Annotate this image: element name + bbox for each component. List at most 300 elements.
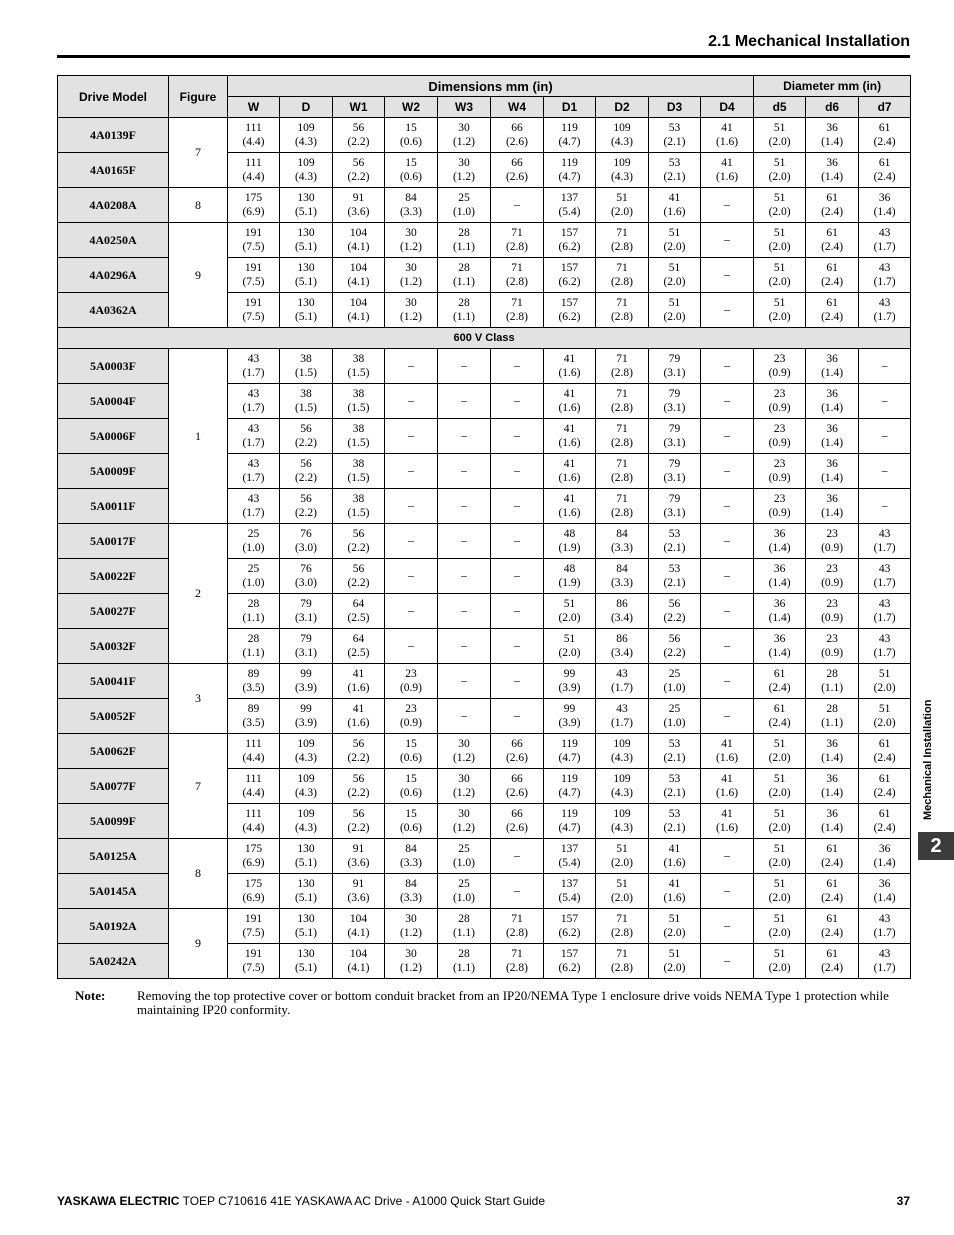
value-in: (3.1) xyxy=(663,472,686,484)
value-mm: 28 xyxy=(458,913,470,925)
value-mm: 38 xyxy=(352,423,365,435)
value-mm: – xyxy=(724,199,730,211)
value-in: (5.1) xyxy=(294,962,318,974)
page-number: 37 xyxy=(896,1194,910,1208)
value-mm: 28 xyxy=(458,262,470,274)
value-in: (5.1) xyxy=(294,206,318,218)
value-mm: – xyxy=(724,269,730,281)
dimension-cell xyxy=(649,594,701,629)
value-mm: 36 xyxy=(773,598,786,610)
value-in: (4.4) xyxy=(242,171,265,183)
value-in: (2.0) xyxy=(768,171,791,183)
value-mm: 41 xyxy=(563,388,576,400)
dimension-cell xyxy=(806,349,859,384)
value-in: (6.2) xyxy=(558,276,581,288)
dimension-cell xyxy=(228,188,280,223)
dimension-cell xyxy=(491,118,544,153)
dimension-cell xyxy=(438,258,491,293)
value-mm: 51 xyxy=(668,297,681,309)
dimension-cell xyxy=(280,524,333,559)
dimension-cell xyxy=(438,349,491,384)
value-in: (1.4) xyxy=(768,612,791,624)
value-in: (2.4) xyxy=(873,171,896,183)
header-dimensions: Dimensions mm (in) xyxy=(228,76,754,97)
dimension-cell xyxy=(385,419,438,454)
dimension-cell xyxy=(491,699,544,734)
value-mm: 119 xyxy=(561,773,578,785)
value-in: (2.8) xyxy=(610,311,634,323)
value-mm: 28 xyxy=(247,598,260,610)
dimension-cell xyxy=(596,874,649,909)
value-mm: 25 xyxy=(668,703,681,715)
value-mm: 36 xyxy=(773,633,786,645)
value-in: (3.3) xyxy=(399,206,423,218)
dimension-cell xyxy=(596,944,649,979)
dimension-cell xyxy=(385,874,438,909)
value-in: (2.0) xyxy=(768,962,791,974)
dimension-cell xyxy=(859,769,911,804)
value-in: (4.7) xyxy=(558,136,581,148)
dimension-cell xyxy=(228,293,280,328)
dimension-cell xyxy=(596,559,649,594)
value-mm: 25 xyxy=(458,878,470,890)
dimension-cell xyxy=(806,839,859,874)
dimension-cell xyxy=(228,699,280,734)
value-mm: 109 xyxy=(297,738,315,750)
value-in: (1.5) xyxy=(347,472,370,484)
dimension-cell xyxy=(491,524,544,559)
value-mm: 23 xyxy=(773,493,786,505)
value-in: (1.2) xyxy=(399,311,423,323)
dimension-cell xyxy=(596,258,649,293)
value-in: (0.9) xyxy=(821,542,844,554)
value-mm: 48 xyxy=(563,563,576,575)
drive-model-cell: 4A0165F xyxy=(58,153,169,188)
drive-model-cell: 5A0125A xyxy=(58,839,169,874)
value-mm: – xyxy=(724,955,730,967)
value-mm: 41 xyxy=(563,353,576,365)
figure-cell: 7 xyxy=(169,118,228,188)
value-mm: 51 xyxy=(773,227,786,239)
value-in: (1.4) xyxy=(821,136,844,148)
value-in: (1.7) xyxy=(873,542,896,554)
value-mm: 71 xyxy=(511,262,523,274)
value-mm: 71 xyxy=(616,948,628,960)
value-in: (3.0) xyxy=(294,577,318,589)
table-row xyxy=(58,909,911,944)
dimension-cell xyxy=(649,293,701,328)
value-mm: 15 xyxy=(405,738,417,750)
value-in: (2.6) xyxy=(505,787,529,799)
value-in: (1.7) xyxy=(242,367,265,379)
value-mm: – xyxy=(461,465,467,477)
value-mm: 28 xyxy=(458,948,470,960)
note-label: Note: xyxy=(75,988,106,1003)
header-dim: W1 xyxy=(333,97,385,118)
value-mm: 38 xyxy=(352,353,365,365)
value-mm: – xyxy=(514,535,520,547)
dimension-cell xyxy=(544,454,596,489)
value-mm: 23 xyxy=(773,353,786,365)
value-mm: 51 xyxy=(773,192,786,204)
header-dim: W xyxy=(228,97,280,118)
value-mm: – xyxy=(514,570,520,582)
dimension-cell xyxy=(859,454,911,489)
value-mm: – xyxy=(724,605,730,617)
value-mm: 104 xyxy=(349,913,368,925)
value-in: (1.2) xyxy=(452,136,476,148)
value-mm: 79 xyxy=(668,388,681,400)
value-in: (4.3) xyxy=(294,136,318,148)
dimension-cell xyxy=(385,118,438,153)
figure-cell: 9 xyxy=(169,223,228,328)
dimension-cell xyxy=(438,223,491,258)
value-mm: 61 xyxy=(826,843,838,855)
dimension-cell xyxy=(806,594,859,629)
value-mm: 25 xyxy=(458,843,470,855)
value-mm: – xyxy=(881,465,888,477)
value-in: (1.7) xyxy=(873,577,896,589)
value-mm: 36 xyxy=(826,493,838,505)
dimension-cell xyxy=(701,769,754,804)
value-in: (1.5) xyxy=(294,402,318,414)
value-in: (2.1) xyxy=(663,787,686,799)
dimension-cell xyxy=(649,769,701,804)
value-mm: 104 xyxy=(349,227,368,239)
value-in: (1.6) xyxy=(558,472,581,484)
dimension-cell xyxy=(280,699,333,734)
note-text: Removing the top protective cover or bottom conduit bracket from an IP20/NEMA Type 1 enclosure drive voids NEMA Type 1 protection while maintaining IP20 conformity. xyxy=(137,988,889,1017)
dimension-cell xyxy=(806,454,859,489)
value-mm: 66 xyxy=(511,808,523,820)
value-mm: – xyxy=(724,360,730,372)
figure-cell: 1 xyxy=(169,349,228,524)
value-mm: 36 xyxy=(826,353,838,365)
dimension-cell xyxy=(806,118,859,153)
value-mm: – xyxy=(408,430,414,442)
value-in: (0.9) xyxy=(768,437,791,449)
value-mm: 71 xyxy=(616,493,628,505)
value-mm: 28 xyxy=(826,668,838,680)
dimension-cell xyxy=(491,349,544,384)
value-mm: – xyxy=(881,430,888,442)
value-in: (4.3) xyxy=(610,171,634,183)
dimension-cell xyxy=(649,874,701,909)
dimension-cell xyxy=(701,874,754,909)
dimension-cell xyxy=(385,804,438,839)
dimension-cell xyxy=(649,629,701,664)
value-in: (1.5) xyxy=(347,402,370,414)
value-mm: 43 xyxy=(878,262,891,274)
dimension-cell xyxy=(649,258,701,293)
value-mm: 23 xyxy=(826,563,838,575)
value-mm: 79 xyxy=(668,423,681,435)
value-mm: 56 xyxy=(352,122,365,134)
value-in: (0.9) xyxy=(399,717,423,729)
value-mm: 137 xyxy=(560,843,579,855)
value-mm: 36 xyxy=(826,808,838,820)
value-in: (3.1) xyxy=(663,367,686,379)
value-mm: 66 xyxy=(511,738,523,750)
value-mm: 51 xyxy=(773,157,786,169)
dimension-cell xyxy=(754,944,806,979)
dimension-cell xyxy=(649,734,701,769)
drive-model-cell: 5A0003F xyxy=(58,349,169,384)
dimension-cell xyxy=(544,258,596,293)
dimension-cell xyxy=(859,293,911,328)
value-mm: 51 xyxy=(563,598,576,610)
value-mm: 23 xyxy=(826,528,838,540)
value-mm: 109 xyxy=(297,808,315,820)
dimension-cell xyxy=(649,944,701,979)
value-in: (7.5) xyxy=(242,311,265,323)
value-mm: 41 xyxy=(721,773,733,785)
dimension-cell xyxy=(754,909,806,944)
value-mm: 28 xyxy=(458,297,470,309)
value-in: (0.9) xyxy=(768,507,791,519)
value-mm: – xyxy=(724,430,730,442)
value-in: (1.7) xyxy=(873,927,896,939)
value-mm: – xyxy=(514,199,520,211)
dimension-cell xyxy=(280,489,333,524)
table-row xyxy=(58,664,911,699)
value-in: (2.6) xyxy=(505,171,529,183)
value-in: (2.0) xyxy=(768,241,791,253)
value-mm: 36 xyxy=(826,773,838,785)
value-in: (1.9) xyxy=(558,577,581,589)
value-in: (1.6) xyxy=(716,752,739,764)
value-mm: – xyxy=(408,605,414,617)
header-figure: Figure xyxy=(169,76,228,118)
value-mm: – xyxy=(881,360,888,372)
value-mm: 41 xyxy=(668,192,681,204)
dimension-cell xyxy=(701,559,754,594)
dimension-cell xyxy=(385,629,438,664)
value-mm: 30 xyxy=(458,157,470,169)
dimension-cell xyxy=(701,909,754,944)
header-dim: D2 xyxy=(596,97,649,118)
drive-model-cell: 4A0296A xyxy=(58,258,169,293)
value-in: (1.5) xyxy=(347,367,370,379)
dimension-cell xyxy=(280,349,333,384)
value-in: (1.7) xyxy=(242,402,265,414)
value-mm: – xyxy=(408,570,414,582)
value-mm: 51 xyxy=(878,703,891,715)
dimension-cell xyxy=(333,559,385,594)
value-in: (2.0) xyxy=(768,857,791,869)
value-in: (2.8) xyxy=(505,962,529,974)
drive-model-cell: 5A0041F xyxy=(58,664,169,699)
value-in: (2.2) xyxy=(347,171,370,183)
dimension-cell xyxy=(596,839,649,874)
value-mm: 157 xyxy=(560,913,579,925)
value-in: (1.7) xyxy=(873,276,896,288)
value-in: (1.7) xyxy=(242,437,265,449)
value-mm: – xyxy=(724,570,730,582)
dimension-cell xyxy=(754,118,806,153)
dimension-cell xyxy=(385,594,438,629)
value-in: (2.1) xyxy=(663,822,686,834)
dimension-cell xyxy=(701,384,754,419)
value-mm: 130 xyxy=(297,878,315,890)
value-in: (2.8) xyxy=(505,927,529,939)
value-in: (5.1) xyxy=(294,276,318,288)
value-mm: – xyxy=(461,570,467,582)
dimension-cell xyxy=(438,769,491,804)
value-in: (4.3) xyxy=(294,171,318,183)
value-in: (2.0) xyxy=(610,857,634,869)
value-in: (7.5) xyxy=(242,927,265,939)
dimension-cell xyxy=(544,594,596,629)
dimension-cell xyxy=(491,153,544,188)
dimension-cell xyxy=(385,384,438,419)
value-mm: 30 xyxy=(458,808,470,820)
value-mm: 51 xyxy=(773,738,786,750)
value-mm: 71 xyxy=(616,297,628,309)
dimension-cell xyxy=(806,664,859,699)
dimension-cell xyxy=(701,293,754,328)
dimension-cell xyxy=(280,188,333,223)
value-mm: 15 xyxy=(405,808,417,820)
value-mm: 61 xyxy=(878,773,891,785)
dimension-cell xyxy=(491,944,544,979)
value-mm: 56 xyxy=(352,808,365,820)
dimension-cell xyxy=(438,909,491,944)
dimension-cell xyxy=(544,734,596,769)
dimension-cell xyxy=(385,909,438,944)
value-in: (6.9) xyxy=(242,892,265,904)
dimension-cell xyxy=(228,454,280,489)
value-mm: 76 xyxy=(300,563,312,575)
value-mm: 53 xyxy=(668,773,681,785)
dimension-cell xyxy=(859,118,911,153)
dimension-cell xyxy=(859,629,911,664)
dimension-cell xyxy=(333,419,385,454)
dimension-cell xyxy=(280,153,333,188)
dimension-cell xyxy=(649,153,701,188)
value-mm: 61 xyxy=(878,808,891,820)
table-row xyxy=(58,223,911,258)
dimension-cell xyxy=(333,699,385,734)
dimension-cell xyxy=(754,489,806,524)
value-mm: 36 xyxy=(826,458,838,470)
dimension-cell xyxy=(859,258,911,293)
value-mm: 41 xyxy=(668,878,681,890)
value-mm: 157 xyxy=(560,262,579,274)
dimension-cell xyxy=(228,629,280,664)
dimension-cell xyxy=(859,489,911,524)
dimension-cell xyxy=(333,118,385,153)
table-row xyxy=(58,118,911,153)
value-mm: 25 xyxy=(247,563,260,575)
value-mm: 36 xyxy=(878,843,891,855)
dimension-cell xyxy=(754,384,806,419)
value-in: (2.2) xyxy=(347,752,370,764)
value-mm: 23 xyxy=(773,458,786,470)
value-in: (2.2) xyxy=(347,136,370,148)
header-dim: W3 xyxy=(438,97,491,118)
drive-model-cell: 5A0011F xyxy=(58,489,169,524)
value-mm: 175 xyxy=(244,878,263,890)
value-mm: 130 xyxy=(297,948,315,960)
dimension-cell xyxy=(544,804,596,839)
dimension-cell xyxy=(754,454,806,489)
drive-model-cell: 5A0022F xyxy=(58,559,169,594)
dimension-cell xyxy=(228,664,280,699)
value-mm: – xyxy=(724,304,730,316)
dimension-cell xyxy=(754,839,806,874)
value-in: (2.2) xyxy=(294,437,318,449)
dimension-cell xyxy=(806,489,859,524)
dimension-cell xyxy=(491,804,544,839)
value-in: (7.5) xyxy=(242,241,265,253)
drive-model-cell: 4A0362A xyxy=(58,293,169,328)
dimension-cell xyxy=(280,258,333,293)
value-in: (5.1) xyxy=(294,927,318,939)
value-mm: 79 xyxy=(668,493,681,505)
value-in: (4.7) xyxy=(558,787,581,799)
value-in: (1.0) xyxy=(242,542,265,554)
dimension-cell xyxy=(596,349,649,384)
value-in: (2.1) xyxy=(663,752,686,764)
dimension-cell xyxy=(806,293,859,328)
value-mm: 99 xyxy=(563,703,576,715)
value-in: (1.5) xyxy=(347,437,370,449)
value-in: (3.9) xyxy=(294,682,318,694)
dimension-cell xyxy=(280,839,333,874)
dimension-cell xyxy=(333,909,385,944)
value-mm: 51 xyxy=(878,668,891,680)
dimension-cell xyxy=(596,223,649,258)
header-divider xyxy=(57,55,910,58)
dimension-cell xyxy=(491,454,544,489)
dimension-cell xyxy=(385,559,438,594)
value-mm: 191 xyxy=(244,913,263,925)
value-in: (1.0) xyxy=(242,577,265,589)
value-in: (2.4) xyxy=(768,717,791,729)
dimension-cell xyxy=(859,664,911,699)
value-mm: – xyxy=(408,640,414,652)
table-row xyxy=(58,839,911,874)
dimension-cell xyxy=(649,384,701,419)
value-mm: 43 xyxy=(878,948,891,960)
value-in: (1.4) xyxy=(873,892,896,904)
value-in: (2.5) xyxy=(347,647,370,659)
dimension-cell xyxy=(280,769,333,804)
dimension-cell xyxy=(491,839,544,874)
dimension-cell xyxy=(859,419,911,454)
value-mm: – xyxy=(514,710,520,722)
value-mm: 109 xyxy=(613,738,631,750)
value-in: (1.6) xyxy=(558,437,581,449)
value-mm: 51 xyxy=(616,843,628,855)
value-mm: – xyxy=(881,395,888,407)
value-mm: 23 xyxy=(773,423,786,435)
value-in: (1.7) xyxy=(610,682,634,694)
value-in: (1.7) xyxy=(873,647,896,659)
value-in: (1.1) xyxy=(242,612,265,624)
value-mm: 130 xyxy=(297,843,315,855)
dimension-cell xyxy=(385,293,438,328)
value-in: (2.0) xyxy=(768,927,791,939)
dimension-cell xyxy=(228,909,280,944)
value-in: (2.8) xyxy=(610,367,634,379)
value-in: (4.4) xyxy=(242,136,265,148)
value-in: (1.2) xyxy=(452,787,476,799)
value-mm: 56 xyxy=(352,528,365,540)
dimension-cell xyxy=(544,699,596,734)
drive-model-cell: 5A0062F xyxy=(58,734,169,769)
